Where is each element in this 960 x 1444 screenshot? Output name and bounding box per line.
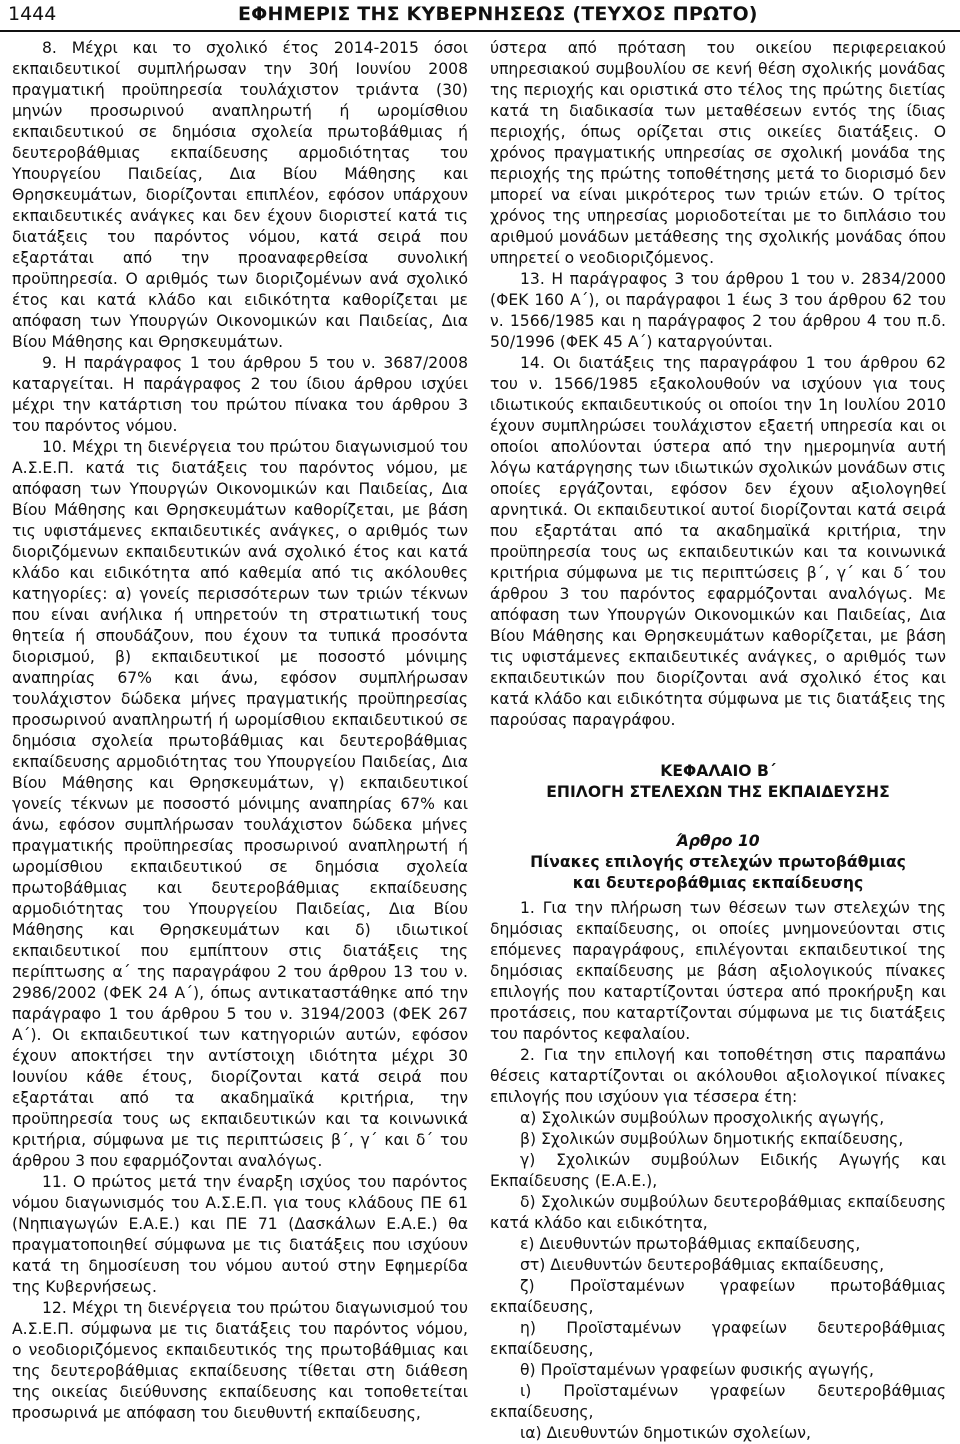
list-item: στ) Διευθυντών δευτεροβάθμιας εκπαίδευσης, <box>520 1256 885 1274</box>
paragraph: 1. Για την πλήρωση των θέσεων των στελεχών της δημόσιας εκπαίδευσης, οι οποίες μνημονεύονται στις επόμενες παραγράφους, επιλέγονται εκπαιδευτικοί της δημόσιας εκπαίδευσης με βάση αξιολογικούς πίνακες επιλογής που καταρτίζονται ύστερα από προκήρυξη και προτάσεις, που καταρτίζονται σύμφωνα με τις διατάξεις του παρόντος κεφαλαίου. <box>490 899 946 1043</box>
list-item: γ) Σχολικών συμβούλων Ειδικής Αγωγής και Εκπαίδευσης (Ε.Α.Ε.), <box>490 1151 946 1190</box>
page-number: 1444 <box>8 3 57 25</box>
article-title-line1: Πίνακες επιλογής στελεχών πρωτοβάθμιας <box>530 853 906 871</box>
list-item: η) Προϊσταμένων γραφείων δευτεροβάθμιας εκπαίδευσης, <box>490 1319 946 1358</box>
paragraph: 14. Οι διατάξεις της παραγράφου 1 του άρθρου 62 του ν. 1566/1985 εξακολουθούν να ισχύουν για τους ιδιωτικούς εκπαιδευτικούς οι οποίοι την 1η Ιουλίου 2010 έχουν συμπληρώσει τουλάχιστον εξαετή υπηρεσία και οι οποίοι απολύονται ύστερα από την ημερομηνία αυτή λόγω κατάργησης των ιδιωτικών σχολικών μονάδων στις οποίες εργάζονται, εφόσον δεν έχουν αξιολογηθεί αρνητικά. Οι εκπαιδευτικοί αυτοί διορίζονται κατά σειρά που εξαρτάται από τα ακαδημαϊκά κριτήρια, την προϋπηρεσία τους ως εκπαιδευτικών και τα κοινωνικά κριτήρια σύμφωνα με τις περιπτώσεις β΄, γ΄ και δ΄ του άρθρου 3 του παρόντος εφαρμόζονται αναλόγως. Με απόφαση των Υπουργών Οικονομικών και Παιδείας, Δια Βίου Μάθησης και Θρησκευμάτων καθορίζεται, με βάση τις υφιστάμενες εκπαιδευτικές ανάγκες, ο αριθμός των εκπαιδευτικών που διορίζονται ανά σχολικό έτος και κατά κλάδο και ειδικότητα σύμφωνα με τις διατάξεις της παρούσας παραγράφου. <box>490 354 946 729</box>
chapter-label: ΚΕΦΑΛΑΙΟ Β΄ <box>660 762 776 780</box>
list-item: ι) Προϊσταμένων γραφείων δευτεροβάθμιας εκπαίδευσης, <box>490 1382 946 1421</box>
list-item: ε) Διευθυντών πρωτοβάθμιας εκπαίδευσης, <box>520 1235 861 1253</box>
left-column <box>12 38 468 1424</box>
list-item: α) Σχολικών συμβούλων προσχολικής αγωγής, <box>520 1109 885 1127</box>
paragraph: 9. Η παράγραφος 1 του άρθρου 5 του ν. 3687/2008 καταργείται. Η παράγραφος 2 του ίδιου άρθρου ισχύει μέχρι την κατάρτιση του πρώτου πίνακα του άρθρου 3 του παρόντος νόμου. <box>12 354 468 435</box>
paragraph: 11. Ο πρώτος μετά την έναρξη ισχύος του παρόντος νόμου διαγωνισμός του Α.Σ.Ε.Π. για τους κλάδους ΠΕ 61 (Νηπιαγωγών Ε.Α.Ε.) και ΠΕ 71 (Δασκάλων Ε.Α.Ε.) θα πραγματοποιηθεί σύμφωνα με τις διατάξεις που ισχύουν κατά τη δημοσίευση του νόμου αυτού στην Εφημερίδα της Κυβερνήσεως. <box>12 1173 468 1296</box>
paragraph: 13. Η παράγραφος 3 του άρθρου 1 του ν. 2834/2000 (ΦΕΚ 160 Α΄), οι παράγραφοι 1 έως 3 του άρθρου 62 του ν. 1566/1985 και η παράγραφος 2 του άρθρου 4 του π.δ. 50/1996 (ΦΕΚ 45 Α΄) καταργούνται. <box>490 270 946 351</box>
list-item: δ) Σχολικών συμβούλων δευτεροβάθμιας εκπαίδευσης κατά κλάδο και ειδικότητα, <box>490 1193 946 1232</box>
page-header <box>0 0 960 38</box>
paragraph: 8. Μέχρι και το σχολικό έτος 2014-2015 όσοι εκπαιδευτικοί συμπλήρωσαν την 30ή Ιουνίου 2008 πραγματική προϋπηρεσία τουλάχιστον τριάντα (30) μηνών προσωρινού αναπληρωτή ή ωρομίσθιου εκπαιδευτικού σε δημόσια σχολεία πρωτοβάθμιας ή δευτεροβάθμιας εκπαίδευσης αρμοδιότητας του Υπουργείου Παιδείας, Δια Βίου Μάθησης και Θρησκευμάτων, διορίζονται επιπλέον, εφόσον υπάρχουν εκπαιδευτικές ανάγκες και δεν έχουν διοριστεί κατά τις διατάξεις του παρόντος νόμου, κατά σειρά που εξαρτάται από την προαναφερθείσα συνολική προϋπηρεσία. Ο αριθμός των διοριζομένων ανά σχολικό έτος και κατά κλάδο και ειδικότητα καθορίζεται με απόφαση των Υπουργών Οικονομικών και Παιδείας, Δια Βίου Μάθησης και Θρησκευμάτων. <box>12 39 468 351</box>
header-rule <box>0 30 960 32</box>
list-item: ζ) Προϊσταμένων γραφείων πρωτοβάθμιας εκπαίδευσης, <box>490 1277 946 1316</box>
article-number: Άρθρο 10 <box>676 832 760 850</box>
list-item: ια) Διευθυντών δημοτικών σχολείων, <box>520 1424 811 1442</box>
article-title-line2: και δευτεροβάθμιας εκπαίδευσης <box>572 874 864 892</box>
paragraph: 12. Μέχρι τη διενέργεια του πρώτου διαγωνισμού του Α.Σ.Ε.Π. σύμφωνα με τις διατάξεις του παρόντος νόμου, ο νεοδιοριζόμενος εκπαιδευτικός της πρωτοβάθμιας και της δευτεροβάθμιας εκπαίδευσης τίθεται στη διάθεση της οικείας διεύθυνσης εκπαίδευσης και τοποθετείται προσωρινά με απόφαση του διευθυντή εκπαίδευσης, <box>12 1299 468 1422</box>
list-item: θ) Προϊσταμένων γραφείων φυσικής αγωγής, <box>520 1361 874 1379</box>
chapter-title: ΕΠΙΛΟΓΗ ΣΤΕΛΕΧΩΝ ΤΗΣ ΕΚΠΑΙΔΕΥΣΗΣ <box>546 783 890 801</box>
list-item: β) Σχολικών συμβούλων δημοτικής εκπαίδευσης, <box>520 1130 904 1148</box>
paragraph: ύστερα από πρόταση του οικείου περιφερειακού υπηρεσιακού συμβουλίου σε κενή θέση σχολικής μονάδας της περιοχής και οριστικά στο τέλος της πρώτης διετίας κατά τη διαδικασία των μεταθέσεων εντός της ίδιας περιοχής, όπως ορίζεται στις οικείες διατάξεις. Ο χρόνος πραγματικής υπηρεσίας σε σχολική μονάδα της περιοχής της πρώτης τοποθέτησης μετά το διορισμό δεν μπορεί να είναι μικρότερος των τριών ετών. Ο τρίτος χρόνος της υπηρεσίας μοριοδοτείται με το διπλάσιο του αριθμού μονάδων μετάθεσης της σχολικής μονάδας όπου υπηρετεί ο νεοδιοριζόμενος. <box>490 39 946 267</box>
paragraph: 2. Για την επιλογή και τοποθέτηση στις παραπάνω θέσεις καταρτίζονται οι ακόλουθοι αξιολογικοί πίνακες επιλογής που ισχύουν για τέσσερα έτη: <box>490 1046 946 1106</box>
paragraph: 10. Μέχρι τη διενέργεια του πρώτου διαγωνισμού του Α.Σ.Ε.Π. κατά τις διατάξεις του παρόντος νόμου, με απόφαση των Υπουργών Οικονομικών και Παιδείας, Δια Βίου Μάθησης και Θρησκευμάτων καθορίζεται, με βάση τις υφιστάμενες εκπαιδευτικές ανάγκες, ο αριθμός των διοριζόμενων εκπαιδευτικών ανά σχολικό έτος και κατά κλάδο και ειδικότητα από καθεμία από τις ακόλουθες κατηγορίες: α) γονείς περισσότερων των τριών τέκνων που είναι ανήλικα ή υπηρετούν τη στρατιωτική τους θητεία ή σπουδάζουν, που έχουν τα τυπικά προσόντα διορισμού, β) εκπαιδευτικοί με ποσοστό μόνιμης αναπηρίας 67% και άνω, εφόσον συμπλήρωσαν τουλάχιστον δώδεκα μήνες πραγματικής προϋπηρεσίας προσωρινού αναπληρωτή ή ωρομίσθιου εκπαιδευτικού σε δημόσια σχολεία πρωτοβάθμιας και δευτεροβάθμιας εκπαίδευσης αρμοδιότητας του Υπουργείου Παιδείας, Δια Βίου Μάθησης και Θρησκευμάτων, γ) εκπαιδευτικοί γονείς τέκνων με ποσοστό μόνιμης αναπηρίας 67% και άνω, εφόσον συμπλήρωσαν τουλάχιστον δώδεκα μήνες πραγματικής προϋπηρεσίας προσωρινού αναπληρωτή ή ωρομίσθιου εκπαιδευτικού σε δημόσια σχολεία πρωτοβάθμιας και δευτεροβάθμιας εκπαίδευσης αρμοδιότητας του Υπουργείου Παιδείας, Δια Βίου Μάθησης και Θρησκευμάτων και δ) ιδιωτικοί εκπαιδευτικοί που εμπίπτουν στις διατάξεις της περίπτωσης α΄ της παραγράφου 2 του άρθρου 13 του ν. 2986/2002 (ΦΕΚ 24 Α΄), όπως αντικαταστάθηκε από την παράγραφο 1 του άρθρου 5 του ν. 3194/2003 (ΦΕΚ 267 Α΄). Οι εκπαιδευτικοί των κατηγοριών αυτών, εφόσον έχουν αποκτήσει την αντίστοιχη ιδιότητα μέχρι 30 Ιουνίου κάθε έτους, διορίζονται κατά σειρά που εξαρτάται από τα ακαδημαϊκά κριτήρια, την προϋπηρεσία τους ως εκπαιδευτικών και τα κοινωνικά κριτήρια, σύμφωνα με τις περιπτώσεις β΄, γ΄ και δ΄ του άρθρου 3 που εφαρμόζονται αναλόγως. <box>12 438 468 1170</box>
right-column <box>490 38 946 1444</box>
journal-title: ΕΦΗΜΕΡΙΣ ΤΗΣ ΚΥΒΕΡΝΗΣΕΩΣ (ΤΕΥΧΟΣ ΠΡΩΤΟ) <box>238 3 758 25</box>
